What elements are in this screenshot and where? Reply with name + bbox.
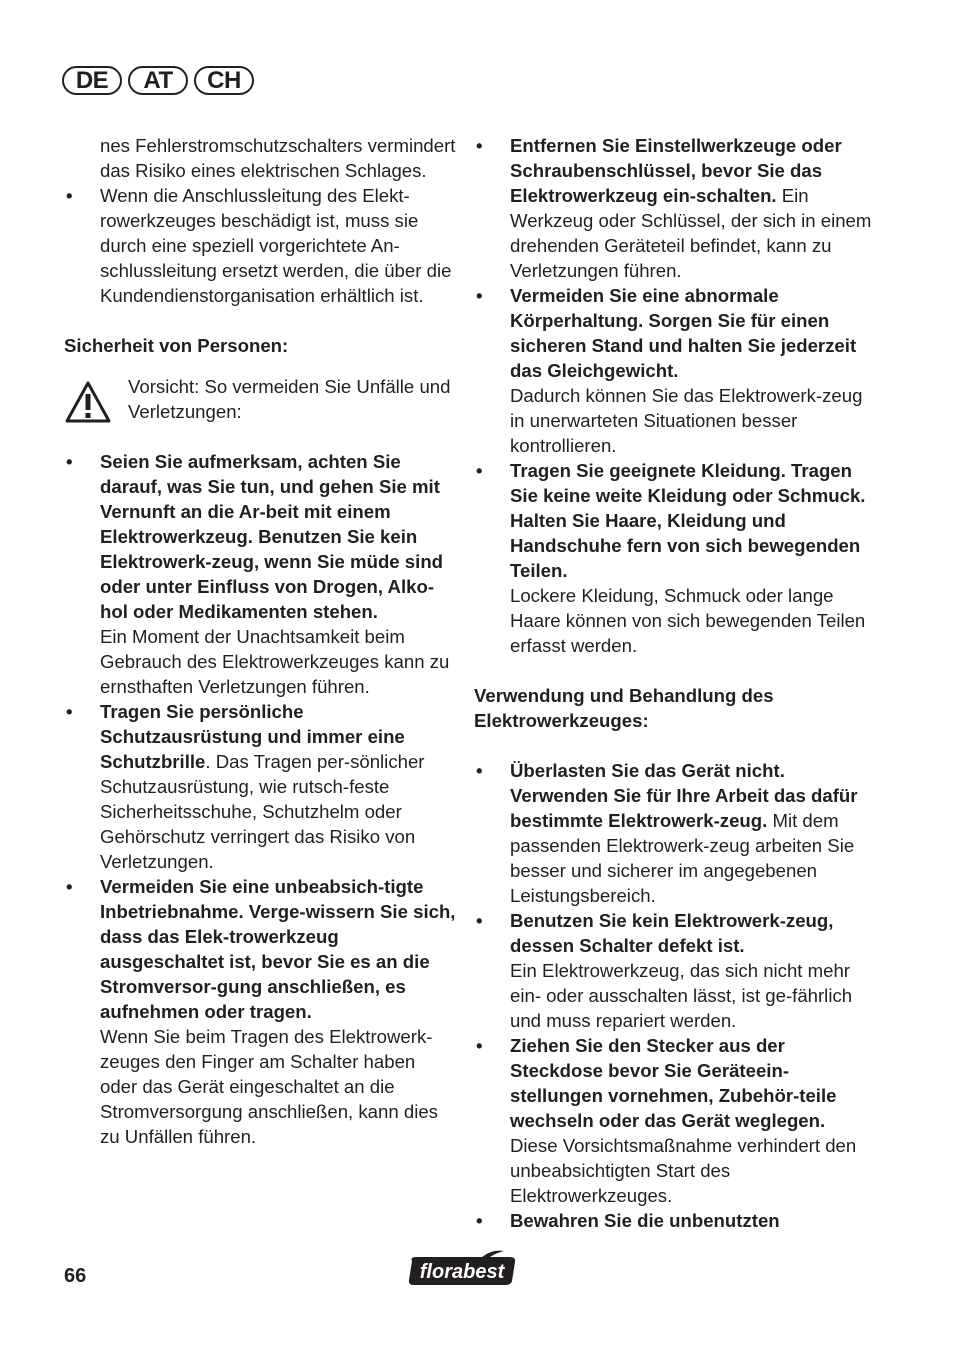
logo-text: florabest	[419, 1261, 505, 1283]
right-column	[474, 133, 874, 1233]
bullet-text: Diese Vorsichtsmaßnahme verhindert den unbeabsichtigten Start des Elektrowerkzeuges.	[510, 1135, 857, 1206]
bullet-item	[474, 908, 874, 1033]
badge-ch: CH	[194, 66, 254, 95]
bullet-bold-text: Tragen Sie persönliche Schutzausrüstung und immer eine Schutzbrille	[100, 701, 405, 772]
bullet-text: . Das Tragen per-sönlicher Schutzausrüstung, wie rutsch-feste Sicherheitsschuhe, Schutzhelm oder Gehörschutz verringert das Risiko von Verletzungen.	[100, 751, 425, 872]
bullet-text: Ein Moment der Unachtsamkeit beim Gebrauch des Elektrowerkzeuges kann zu ernsthaften Verletzungen führen.	[100, 626, 450, 697]
bullet-dot: •	[66, 185, 73, 206]
bullet-text: Wenn die Anschlussleitung des Elekt-rowerkzeuges beschädigt ist, muss sie durch eine speziell vorgerichtete An-schlussleitung ersetzt werden, die über die Kundendienstorganisation erhältlich ist.	[100, 185, 452, 306]
bullet-bold-text: Benutzen Sie kein Elektrowerk-zeug, dessen Schalter defekt ist.	[510, 910, 834, 956]
section-heading: Sicherheit von Personen:	[64, 335, 289, 356]
bullet-dot: •	[66, 876, 73, 897]
bullet-item	[64, 449, 456, 699]
bullet-dot: •	[476, 910, 483, 931]
florabest-logo	[406, 1249, 519, 1289]
bullet-item	[64, 183, 456, 308]
bullet-dot: •	[476, 760, 483, 781]
bullet-dot: •	[66, 701, 73, 722]
bullet-text: Wenn Sie beim Tragen des Elektrowerk-zeuges den Finger am Schalter haben oder das Gerät eingeschaltet an die Stromversorgung anschließen, kann dies zu Unfällen führen.	[100, 1026, 438, 1147]
bullet-bold-text: Ziehen Sie den Stecker aus der Steckdose bevor Sie Geräteein-stellungen vornehmen, Zubehör-teile wechseln oder das Gerät weglegen.	[510, 1035, 837, 1131]
left-column	[64, 133, 456, 1149]
warning-triangle-icon	[64, 380, 112, 424]
badge-at: AT	[128, 66, 188, 95]
badge-de: DE	[62, 66, 122, 95]
bullet-item	[474, 1033, 874, 1208]
bullet-text: Ein Werkzeug oder Schlüssel, der sich in einem drehenden Geräteteil befindet, kann zu Verletzungen führen.	[510, 185, 872, 281]
bullet-text: Mit dem passenden Elektrowerk-zeug arbeiten Sie besser und sicherer im angegebenen Leistungsbereich.	[510, 810, 855, 906]
bullet-dot: •	[476, 1035, 483, 1056]
warning-block	[64, 374, 456, 424]
bullet-item	[64, 874, 456, 1149]
bullet-dot: •	[476, 1210, 483, 1231]
bullet-bold-text: Vermeiden Sie eine abnormale Körperhaltung. Sorgen Sie für einen sicheren Stand und halten Sie jederzeit das Gleichgewicht.	[510, 285, 857, 381]
bullet-text: Lockere Kleidung, Schmuck oder lange Haare können von sich bewegenden Teilen erfasst werden.	[510, 585, 866, 656]
bullet-dot: •	[66, 451, 73, 472]
page-number: 66	[64, 1265, 87, 1287]
bullet-bold-text: Bewahren Sie die unbenutzten	[510, 1210, 780, 1231]
bullet-bold-text: Tragen Sie geeignete Kleidung. Tragen Sie keine weite Kleidung oder Schmuck. Halten Sie Haare, Kleidung und Handschuhe fern von sich bewegenden Teilen.	[510, 460, 866, 581]
bullet-dot: •	[476, 460, 483, 481]
bullet-dot: •	[476, 285, 483, 306]
bullet-dot: •	[476, 135, 483, 156]
bullet-item	[474, 758, 874, 908]
bullet-bold-text: Seien Sie aufmerksam, achten Sie darauf, was Sie tun, und gehen Sie mit Vernunft an die Ar-beit mit einem Elektrowerkzeug. Benutzen Sie kein Elektrowerk-zeug, wenn Sie müde sind oder unter Einfluss von Drogen, Alko-hol oder Medikamenten stehen.	[100, 451, 444, 622]
bullet-item	[474, 283, 874, 458]
continued-paragraph: nes Fehlerstromschutzschalters vermindert das Risiko eines elektrischen Schlages.	[100, 135, 456, 181]
bullet-item	[64, 699, 456, 874]
warning-text: Vorsicht: So vermeiden Sie Unfälle und Verletzungen:	[128, 376, 451, 422]
bullet-bold-text: Überlasten Sie das Gerät nicht. Verwenden Sie für Ihre Arbeit das dafür bestimmte Elektrowerk-zeug.	[510, 760, 858, 831]
bullet-item	[474, 1208, 874, 1233]
bullet-bold-text: Vermeiden Sie eine unbeabsich-tigte Inbetriebnahme. Verge-wissern Sie sich, dass das Elek-trowerkzeug ausgeschaltet ist, bevor Sie es an die Stromversor-gung anschließen, es aufnehmen oder tragen.	[100, 876, 456, 1022]
bullet-item	[474, 458, 874, 658]
bullet-text: Ein Elektrowerkzeug, das sich nicht mehr ein- oder ausschalten lässt, ist ge-fährlich und muss repariert werden.	[510, 960, 853, 1031]
country-badges	[62, 66, 254, 95]
bullet-item	[474, 133, 874, 283]
section-heading: Verwendung und Behandlung des Elektrowerkzeuges:	[474, 685, 774, 731]
bullet-bold-text: Entfernen Sie Einstellwerkzeuge oder Schraubenschlüssel, bevor Sie das Elektrowerkzeug ein-schalten.	[510, 135, 842, 206]
bullet-text: Dadurch können Sie das Elektrowerk-zeug in unerwarteten Situationen besser kontrollieren.	[510, 385, 863, 456]
